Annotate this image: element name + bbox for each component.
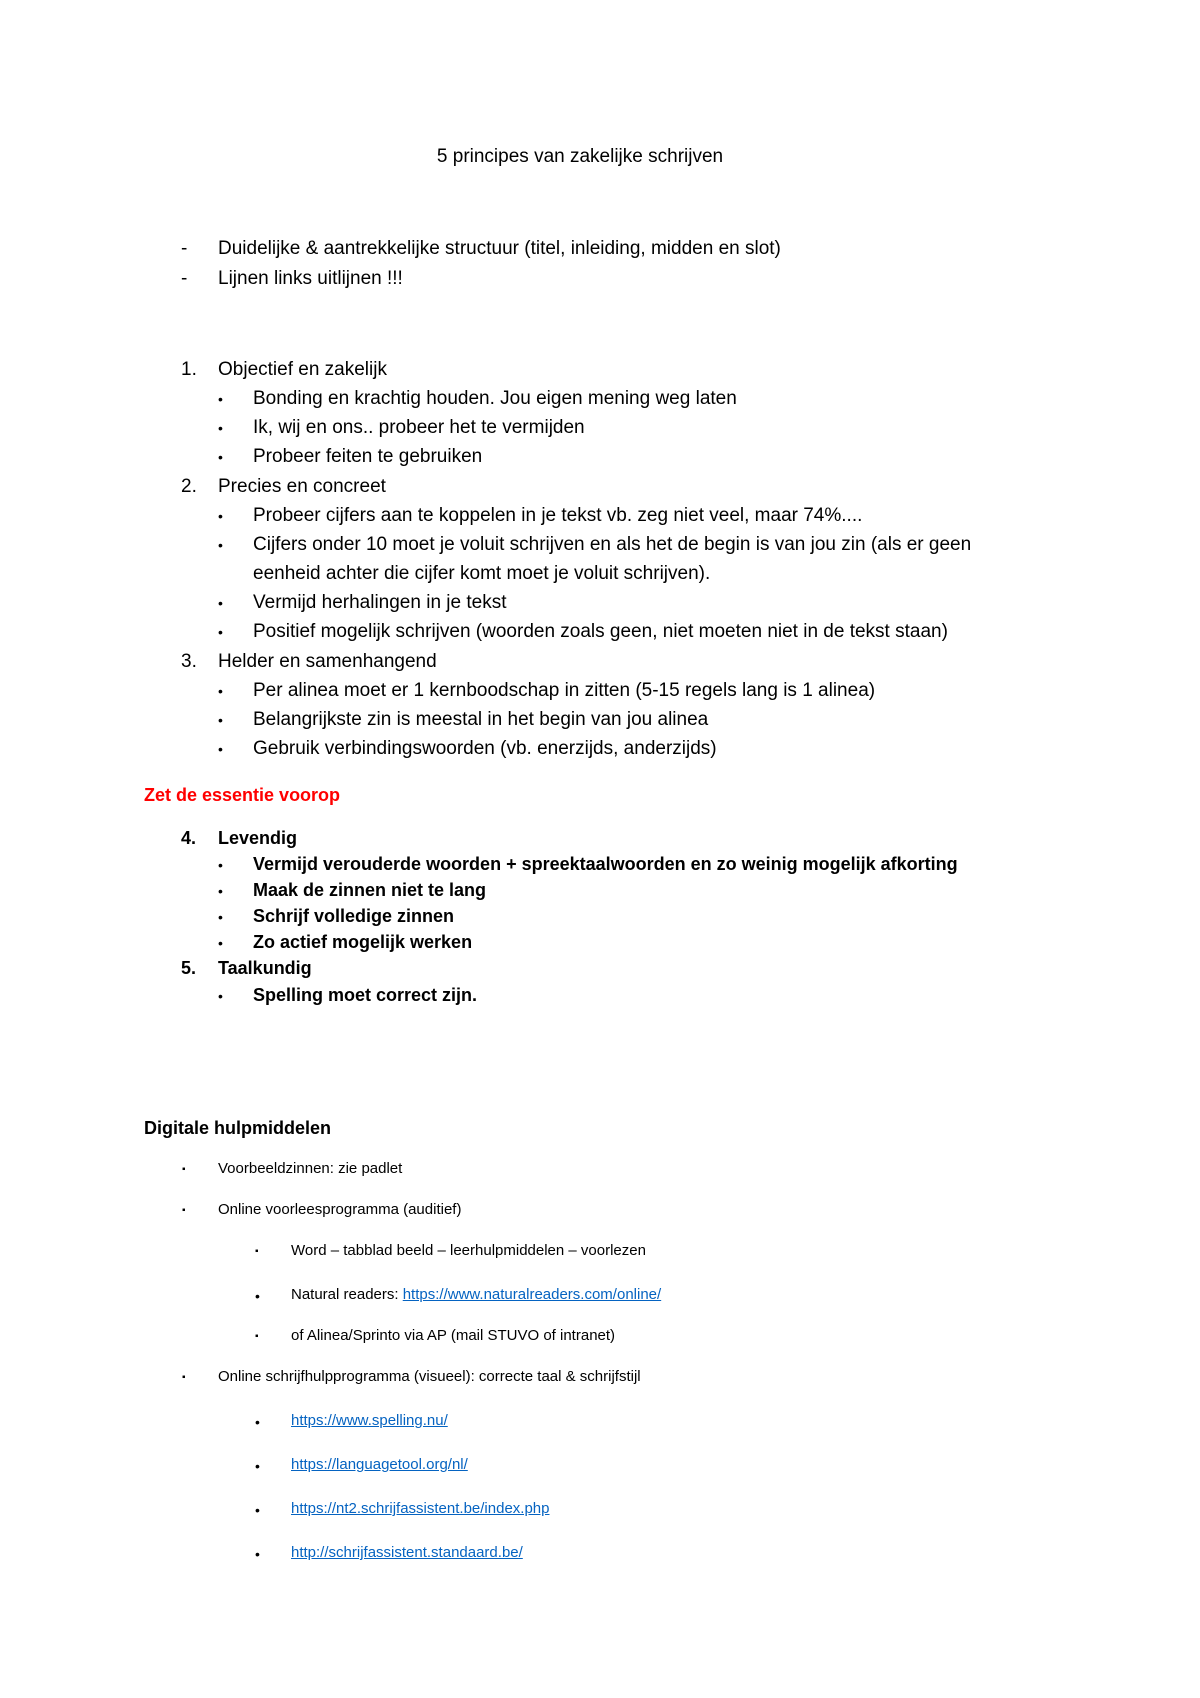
list-item: Probeer feiten te gebruiken	[253, 446, 483, 467]
bullet-marker: •	[218, 595, 223, 611]
tools-link-item	[291, 1411, 448, 1431]
section-number: 1.	[181, 359, 197, 380]
list-item: Schrijf volledige zinnen	[253, 906, 455, 926]
list-item: Cijfers onder 10 moet je voluit schrijven en als het de begin is van jou zin (als er geen	[253, 534, 972, 555]
section-number: 4.	[181, 828, 197, 848]
square-bullet: ▪	[182, 1164, 186, 1175]
bullet-marker: •	[218, 909, 223, 925]
square-bullet: ▪	[182, 1372, 186, 1383]
tools-item: Voorbeeldzinnen: zie padlet	[218, 1160, 403, 1177]
list-item: Vermijd verouderde woorden + spreektaalwoorden en zo weinig mogelijk afkorting	[253, 854, 958, 874]
list-item: Belangrijkste zin is meestal in het begin van jou alinea	[253, 709, 709, 730]
tools-link-item	[291, 1455, 468, 1475]
nt2-schrijfassistent-link[interactable]: https://nt2.schrijfassistent.be/index.php	[291, 1500, 550, 1517]
highlight-text: Zet de essentie voorop	[144, 785, 341, 805]
section-number: 3.	[181, 651, 197, 672]
section-number: 2.	[181, 476, 197, 497]
bullet-marker: •	[218, 857, 223, 873]
section-heading: Levendig	[218, 828, 298, 848]
tools-link-item	[291, 1543, 523, 1563]
square-bullet: ▪	[255, 1331, 259, 1342]
spelling-link[interactable]: https://www.spelling.nu/	[291, 1412, 448, 1429]
bullet-marker: •	[218, 683, 223, 699]
bullet-marker: •	[218, 883, 223, 899]
intro-line-1: Duidelijke & aantrekkelijke structuur (titel, inleiding, midden en slot)	[218, 238, 781, 259]
bullet-marker: •	[218, 712, 223, 728]
section-heading: Precies en concreet	[218, 476, 386, 497]
bullet-marker: •	[255, 1502, 260, 1518]
bullet-marker: •	[218, 449, 223, 465]
list-item: Zo actief mogelijk werken	[253, 932, 473, 952]
list-item: Vermijd herhalingen in je tekst	[253, 592, 507, 613]
list-item: Bonding en krachtig houden. Jou eigen mening weg laten	[253, 388, 737, 409]
list-item: Per alinea moet er 1 kernboodschap in zitten (5-15 regels lang is 1 alinea)	[253, 680, 876, 701]
intro-line-2: Lijnen links uitlijnen !!!	[218, 268, 403, 289]
list-item: Ik, wij en ons.. probeer het te vermijden	[253, 417, 585, 438]
section-heading: Taalkundig	[218, 958, 312, 978]
tools-subitem: of Alinea/Sprinto via AP (mail STUVO of intranet)	[291, 1327, 616, 1344]
dash-marker: -	[181, 268, 188, 289]
tools-subitem-prefix: Natural readers:	[291, 1286, 403, 1303]
bullet-marker: •	[218, 624, 223, 640]
tools-link-item	[291, 1499, 549, 1519]
section-number: 5.	[181, 958, 197, 978]
dash-marker: -	[181, 238, 188, 259]
document-title: 5 principes van zakelijke schrijven	[436, 146, 724, 167]
bullet-marker: •	[218, 741, 223, 757]
languagetool-link[interactable]: https://languagetool.org/nl/	[291, 1456, 468, 1473]
naturalreaders-link[interactable]: https://www.naturalreaders.com/online/	[402, 1286, 662, 1303]
bullet-marker: •	[218, 935, 223, 951]
tools-item: Online voorleesprogramma (auditief)	[218, 1201, 462, 1218]
bullet-marker: •	[255, 1546, 260, 1562]
bullet-marker: •	[218, 391, 223, 407]
list-item: Positief mogelijk schrijven (woorden zoals geen, niet moeten niet in de tekst staan)	[253, 621, 948, 642]
square-bullet: ▪	[255, 1246, 259, 1257]
bullet-marker: •	[218, 988, 223, 1004]
tools-subitem: Word – tabblad beeld – leerhulpmiddelen – voorlezen	[291, 1242, 646, 1259]
list-item: Gebruik verbindingswoorden (vb. enerzijds, anderzijds)	[253, 738, 717, 759]
section-heading: Objectief en zakelijk	[218, 359, 387, 380]
bullet-marker: •	[255, 1288, 260, 1304]
list-item-continuation: eenheid achter die cijfer komt moet je voluit schrijven).	[253, 563, 711, 584]
tools-heading: Digitale hulpmiddelen	[144, 1118, 332, 1138]
bullet-marker: •	[218, 537, 223, 553]
tools-subitem	[291, 1285, 661, 1305]
bullet-marker: •	[218, 508, 223, 524]
schrijfassistent-standaard-link[interactable]: http://schrijfassistent.standaard.be/	[291, 1544, 523, 1561]
bullet-marker: •	[218, 420, 223, 436]
list-item: Maak de zinnen niet te lang	[253, 880, 487, 900]
tools-item: Online schrijfhulpprogramma (visueel): correcte taal & schrijfstijl	[218, 1368, 641, 1385]
square-bullet: ▪	[182, 1205, 186, 1216]
list-item: Spelling moet correct zijn.	[253, 985, 478, 1005]
bullet-marker: •	[255, 1458, 260, 1474]
section-heading: Helder en samenhangend	[218, 651, 437, 672]
bullet-marker: •	[255, 1414, 260, 1430]
list-item: Probeer cijfers aan te koppelen in je tekst vb. zeg niet veel, maar 74%....	[253, 505, 863, 526]
